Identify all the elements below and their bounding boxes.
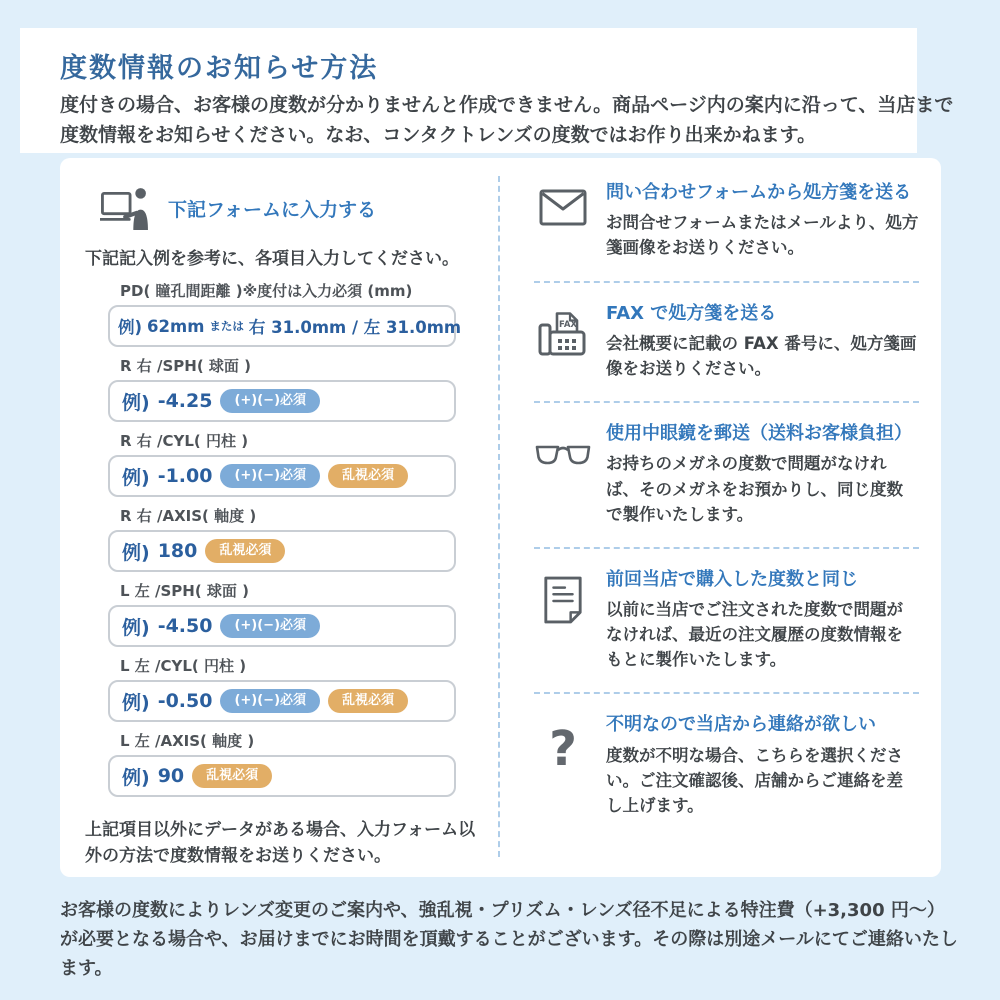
field-row-r-sph <box>108 356 456 422</box>
mail-icon <box>534 181 592 261</box>
plus-minus-required-badge: (+)(−)必須 <box>220 689 320 713</box>
field-row-r-cyl <box>108 431 456 497</box>
svg-text:FAX: FAX <box>559 319 577 330</box>
fax-icon <box>534 302 592 382</box>
astigmatism-required-badge: 乱視必須 <box>192 764 272 788</box>
form-section-heading: 下記フォームに入力する <box>168 198 377 221</box>
field-label: PD( 瞳孔間距離 )※度付は入力必須 (mm) <box>120 282 413 300</box>
method-body: お持ちのメガネの度数で問題がなければ、そのメガネをお預かりし、同じ度数で製作いたします。 <box>606 454 903 524</box>
method-body: お問合せフォームまたはメールより、処方箋画像をお送りください。 <box>606 213 919 258</box>
method-title: 使用中眼鏡を郵送（送料お客様負担） <box>606 423 912 445</box>
example-box <box>108 530 456 572</box>
content-card <box>60 158 941 877</box>
form-section-header <box>100 184 500 232</box>
form-input-icon <box>100 185 152 231</box>
field-label: L 左 /SPH( 球面 ) <box>120 582 249 600</box>
astigmatism-required-badge: 乱視必須 <box>328 464 408 488</box>
method-body: 度数が不明な場合、こちらを選択ください。ご注文確認後、店舗からご連絡を差し上げます。 <box>606 745 903 815</box>
page-title: 度数情報のお知らせ方法 <box>60 53 379 84</box>
example-prefix: 例) <box>122 541 150 564</box>
field-label: R 右 /CYL( 円柱 ) <box>120 432 249 450</box>
example-value: -0.50 <box>157 690 213 712</box>
example-box <box>108 605 456 647</box>
method-body: 会社概要に記載の FAX 番号に、処方箋画像をお送りください。 <box>606 333 917 379</box>
example-prefix: 例) <box>122 766 150 789</box>
example-prefix: 例) <box>122 466 150 489</box>
example-prefix: 例) <box>122 616 150 639</box>
intro-text: 度付きの場合、お客様の度数が分かりませんと作成できません。商品ページ内の案内に沿って、当店まで度数情報をお知らせください。なお、コンタクトレンズの度数ではお作り出来かねます。 <box>60 94 954 147</box>
method-title: FAX で処方箋を送る <box>606 302 777 324</box>
example-value: 90 <box>157 765 185 787</box>
example-value: -4.50 <box>157 615 213 637</box>
method-item-contact-form <box>534 162 919 281</box>
form-column <box>60 158 500 877</box>
field-label: R 右 /AXIS( 軸度 ) <box>120 507 257 525</box>
method-body: 以前に当店でご注文された度数で問題がなければ、最近の注文履歴の度数情報をもとに製作いたします。 <box>606 600 903 670</box>
method-title: 前回当店で購入した度数と同じ <box>606 568 858 590</box>
methods-column <box>500 158 941 877</box>
plus-minus-required-badge: (+)(−)必須 <box>220 464 320 488</box>
glasses-icon <box>534 422 592 527</box>
document-icon <box>534 568 592 673</box>
example-box <box>108 380 456 422</box>
plus-minus-required-badge: (+)(−)必須 <box>220 614 320 638</box>
example-value: 62mm <box>147 316 205 336</box>
plus-minus-required-badge: (+)(−)必須 <box>220 389 320 413</box>
method-item-mail-glasses <box>534 401 919 547</box>
form-instruction: 下記記入例を参考に、各項目入力してください。 <box>85 249 459 269</box>
example-value: 180 <box>157 540 198 562</box>
field-label: L 左 /AXIS( 軸度 ) <box>120 732 255 750</box>
astigmatism-required-badge: 乱視必須 <box>205 539 285 563</box>
field-row-l-cyl <box>108 656 456 722</box>
example-value-2: 右 31.0mm / 左 31.0mm <box>248 318 462 337</box>
method-item-unknown <box>534 692 919 838</box>
example-prefix: 例) <box>122 391 150 414</box>
example-prefix: 例) <box>122 691 150 714</box>
form-footer-note: 上記項目以外にデータがある場合、入力フォーム以外の方法で度数情報をお送りください。 <box>85 820 476 867</box>
field-label: R 右 /SPH( 球面 ) <box>120 357 251 375</box>
method-item-previous-order <box>534 547 919 693</box>
method-item-fax <box>534 281 919 402</box>
field-row-r-axis <box>108 506 456 572</box>
example-connector: または <box>209 319 244 333</box>
field-row-pd <box>108 281 462 347</box>
question-icon: ? <box>549 721 577 778</box>
example-prefix: 例) <box>118 318 143 337</box>
form-fields <box>108 281 462 797</box>
field-row-l-axis <box>108 731 456 797</box>
example-box <box>108 755 456 797</box>
example-value: -4.25 <box>157 390 213 412</box>
example-box <box>108 680 456 722</box>
method-title: 問い合わせフォームから処方箋を送る <box>606 182 912 203</box>
astigmatism-required-badge: 乱視必須 <box>328 689 408 713</box>
example-box <box>108 455 456 497</box>
method-title: 不明なので当店から連絡が欲しい <box>606 714 876 736</box>
example-value: -1.00 <box>157 465 213 487</box>
footer-note: お客様の度数によりレンズ変更のご案内や、強乱視・プリズム・レンズ径不足による特注費（+3,300 円〜）が必要となる場合や、お届けまでにお時間を頂戴することがございます。その際は別途メールにてご連絡いたします。 <box>60 900 958 980</box>
field-row-l-sph <box>108 581 456 647</box>
field-label: L 左 /CYL( 円柱 ) <box>120 657 247 675</box>
example-box <box>108 305 462 347</box>
